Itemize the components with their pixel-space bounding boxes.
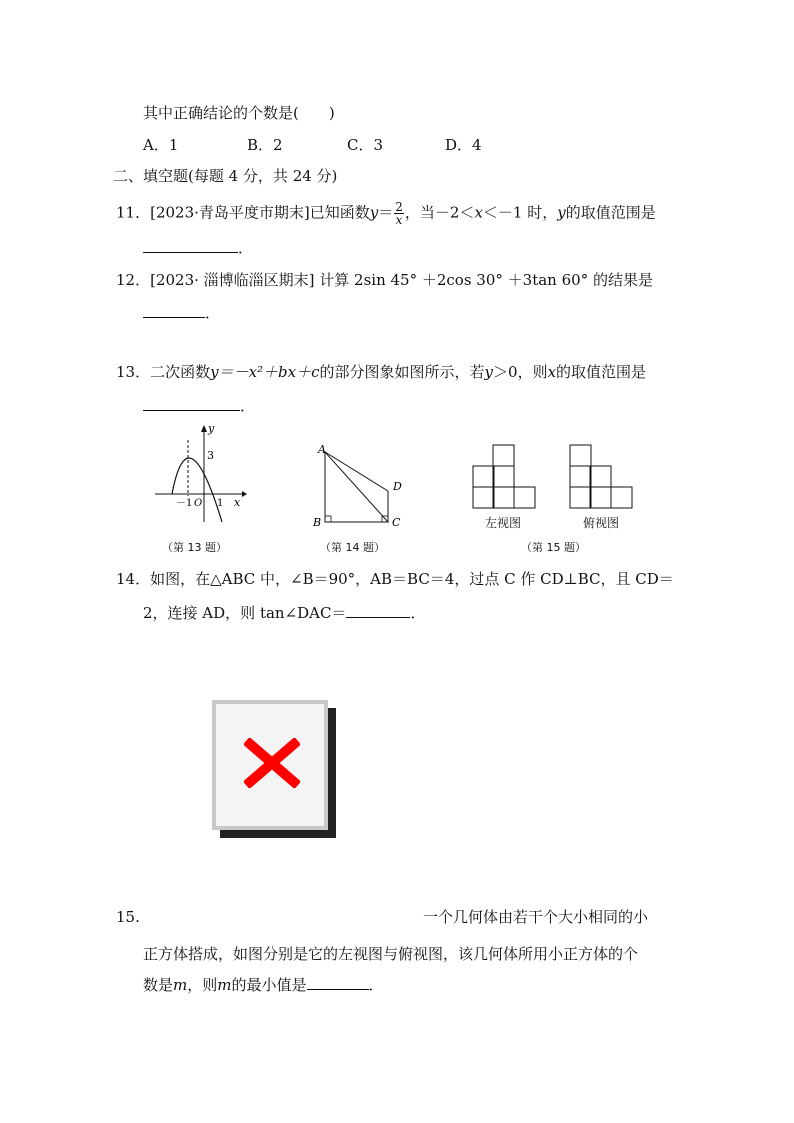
- q15-line1: 一个几何体由若干个大小相同的小: [423, 908, 649, 926]
- q11-answer-blank[interactable]: [143, 238, 238, 253]
- broken-image-placeholder: [212, 700, 340, 842]
- q13-line1: [116, 362, 646, 382]
- fig14-label-a: A: [318, 443, 326, 456]
- q12-line1: [116, 270, 653, 290]
- q15-var-m2: m: [217, 976, 232, 994]
- q11-period: ．: [238, 239, 254, 257]
- q14-line2: [143, 603, 426, 623]
- q11-answer-line: [143, 238, 253, 258]
- q14-line2-text: 2，连接 AD，则 tan∠DAC＝: [143, 604, 347, 622]
- caption-fig14: （第 14 题）: [320, 541, 385, 554]
- q10-option-c: C．3: [347, 136, 384, 154]
- fig14-label-c: C: [392, 516, 401, 529]
- q15-line3-mid: ，则: [187, 976, 218, 994]
- section-heading: 二、填空题(每题 4 分，共 24 分): [113, 167, 338, 185]
- q15-line3-pre: 数是: [143, 976, 174, 994]
- q15-line3-post: 的最小值是: [231, 976, 307, 994]
- figure-15-top-view: [569, 444, 637, 510]
- fig14-label-b: B: [313, 516, 322, 529]
- fig14-label-d: D: [393, 480, 402, 493]
- q11-cond-post: ＜－1 时，: [482, 203, 558, 222]
- q13-mid: 的部分图象如图所示，若: [319, 363, 485, 381]
- segment-ad: [325, 452, 388, 491]
- q13-number: 13．: [116, 363, 151, 381]
- q14-answer-blank[interactable]: [346, 603, 410, 618]
- x-axis-arrow: [242, 491, 247, 497]
- caption-fig15: （第 15 题）: [521, 541, 586, 554]
- caption-fig13: （第 13 题）: [162, 541, 227, 554]
- label-left-view: 左视图: [485, 516, 522, 530]
- triangle-abc: [325, 452, 388, 522]
- q15-line3: [143, 975, 384, 995]
- q13-cond-var: y: [484, 363, 494, 381]
- q11-func-lhs: y: [369, 203, 379, 222]
- q12-answer-line: [143, 303, 220, 323]
- q15-var-m1: m: [173, 976, 188, 994]
- q11-source: [2023·青岛平度市期末]已知函数: [150, 203, 370, 222]
- fig13-neg1-label: －1: [176, 498, 193, 509]
- q12-text: [2023· 淄博临淄区期末] 计算 2sin 45° ＋2cos 30° ＋3tan 60° 的结果是: [150, 271, 653, 289]
- q13-period: ．: [240, 397, 256, 415]
- q14-line1: 14．如图，在△ABC 中，∠B＝90°，AB＝BC＝4，过点 C 作 CD⊥BC，且 CD＝: [116, 570, 674, 588]
- q11-ask-var: y: [557, 203, 566, 222]
- q12-answer-blank[interactable]: [143, 303, 205, 318]
- q13-answer-blank[interactable]: [143, 396, 240, 411]
- figure-15-left-view: [472, 444, 540, 510]
- q13-pre: 二次函数: [150, 363, 211, 381]
- q13-ask: 的取值范围是: [556, 363, 647, 381]
- fig13-x-label: x: [234, 496, 241, 509]
- fig13-one-label: 1: [217, 498, 224, 509]
- q11-equals: ＝: [378, 203, 394, 222]
- figure-13-parabola: [150, 422, 250, 532]
- figure-14-triangle: [308, 440, 408, 532]
- q13-function: y＝－x²＋bx＋c: [210, 363, 320, 381]
- q10-option-a: A．1: [143, 136, 179, 154]
- fig13-origin-label: O: [194, 498, 203, 509]
- right-angle-b: [325, 516, 331, 522]
- q11-ask: 的取值范围是: [565, 203, 656, 222]
- fig13-three-label: 3: [207, 449, 214, 462]
- q11-cond-pre: ，当－2＜: [404, 203, 475, 222]
- y-axis-arrow: [201, 425, 207, 432]
- q11-cond-var: x: [474, 203, 483, 222]
- q15-answer-blank[interactable]: [307, 975, 369, 990]
- q13-var: x: [547, 363, 557, 381]
- q13-cond-post: ＞0，则: [493, 363, 548, 381]
- q10-question-tail: 其中正确结论的个数是( ): [143, 104, 335, 122]
- q10-option-d: D．4: [445, 136, 482, 154]
- q11-line1: [116, 201, 656, 226]
- q11-number: 11．: [116, 203, 151, 222]
- q13-answer-line: [143, 396, 255, 416]
- q14-period: ．: [410, 604, 426, 622]
- parabola-curve: [172, 458, 222, 522]
- q15-number: 15.: [116, 908, 140, 926]
- q11-fraction: [394, 201, 404, 226]
- q15-period: ．: [368, 976, 384, 994]
- q11-frac-den: x: [395, 213, 403, 227]
- label-top-view: 俯视图: [583, 516, 620, 530]
- q12-period: ．: [205, 304, 221, 322]
- q12-number: 12．: [116, 271, 151, 289]
- broken-image-x-icon: [244, 738, 300, 788]
- fig13-y-label: y: [208, 422, 215, 435]
- q15-line2: 正方体搭成，如图分别是它的左视图与俯视图，该几何体所用小正方体的个: [143, 945, 639, 963]
- q11-frac-num: 2: [395, 200, 403, 214]
- q10-option-b: B．2: [247, 136, 283, 154]
